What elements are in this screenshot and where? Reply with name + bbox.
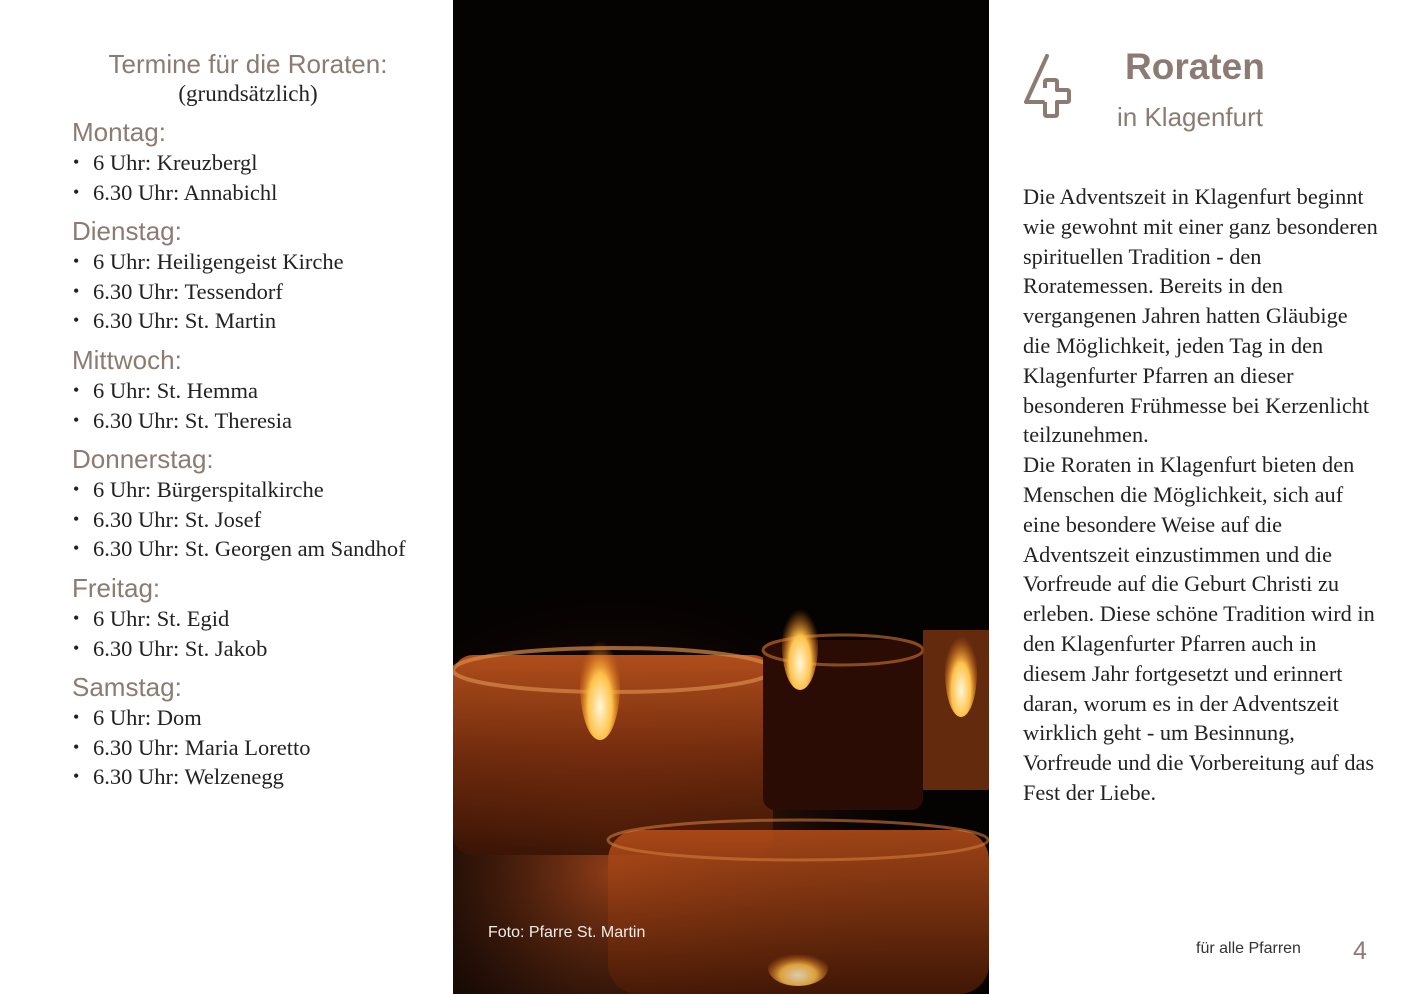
list-item xyxy=(72,634,432,664)
footer-label: für alle Pfarren xyxy=(1196,940,1301,957)
list-item xyxy=(72,604,432,634)
list-item xyxy=(72,178,432,208)
list-item-text: 6.30 Uhr: St. Georgen am Sandhof xyxy=(93,536,406,562)
list-item-text: 6.30 Uhr: Annabichl xyxy=(93,179,278,205)
day-list xyxy=(72,247,432,336)
bullet-icon: • xyxy=(73,736,80,757)
bullet-icon: • xyxy=(73,707,80,728)
article-paragraph: Die Adventszeit in Klagenfurt beginnt wie gewohnt mit einer ganz besonderen spirituellen Tradition - den Roratemessen. Bereits in den vergangenen Jahren hatten Gläubige die Möglichkeit, jeden Tag in den Klagenfurter Pfarren an dieser besonderen Frühmesse bei Kerzenlicht teilzunehmen. xyxy=(1023,184,1378,448)
day-heading: Freitag: xyxy=(72,572,161,603)
bullet-icon: • xyxy=(73,766,80,787)
bullet-icon: • xyxy=(73,637,80,658)
photo-credit: Foto: Pfarre St. Martin xyxy=(488,924,646,941)
list-item-text: 6 Uhr: St. Egid xyxy=(93,605,230,631)
list-item-text: 6.30 Uhr: St. Josef xyxy=(93,506,262,532)
list-item-text: 6.30 Uhr: Tessendorf xyxy=(93,278,283,304)
list-item-text: 6 Uhr: Kreuzbergl xyxy=(93,150,258,175)
schedule-subtitle: (grundsätzlich) xyxy=(178,81,318,106)
bullet-icon: • xyxy=(73,607,80,628)
list-item-text: 6.30 Uhr: St. Theresia xyxy=(93,407,292,433)
day-heading: Donnerstag: xyxy=(72,444,214,475)
page-number: 4 xyxy=(1353,937,1367,965)
day-list xyxy=(72,148,432,207)
candles-photo xyxy=(453,0,989,994)
list-item-text: 6.30 Uhr: Maria Loretto xyxy=(93,734,311,760)
day-heading: Samstag: xyxy=(72,672,182,703)
list-item xyxy=(72,762,432,792)
bullet-icon: • xyxy=(73,310,80,331)
article-body xyxy=(1023,182,1378,808)
schedule-days xyxy=(72,116,432,792)
list-item-text: 6.30 Uhr: St. Martin xyxy=(93,308,277,334)
list-item xyxy=(72,733,432,763)
list-item xyxy=(72,505,432,535)
list-item-text: 6 Uhr: Bürgerspitalkirche xyxy=(93,477,324,503)
bullet-icon: • xyxy=(73,251,80,272)
bullet-icon: • xyxy=(73,379,80,400)
bullet-icon: • xyxy=(73,479,80,500)
list-item xyxy=(72,534,432,564)
list-item xyxy=(72,406,432,436)
day-list xyxy=(72,475,432,564)
bullet-icon: • xyxy=(73,152,80,172)
bullet-icon: • xyxy=(73,181,80,202)
candles-illustration xyxy=(453,0,989,994)
bullet-icon: • xyxy=(73,538,80,559)
list-item-text: 6 Uhr: St. Hemma xyxy=(93,377,258,403)
list-item xyxy=(72,247,432,277)
day-heading: Mittwoch: xyxy=(72,344,182,375)
list-item-text: 6.30 Uhr: St. Jakob xyxy=(93,635,268,661)
day-heading: Dienstag: xyxy=(72,216,182,247)
day-heading: Montag: xyxy=(72,117,166,147)
list-item xyxy=(72,306,432,336)
bullet-icon: • xyxy=(73,508,80,529)
flame-1 xyxy=(580,630,620,740)
flame-2 xyxy=(782,600,818,690)
day-list xyxy=(72,703,432,792)
list-item-text: 6 Uhr: Heiligengeist Kirche xyxy=(93,249,344,275)
flame-3 xyxy=(945,627,977,717)
day-list xyxy=(72,604,432,663)
list-item xyxy=(72,277,432,307)
schedule-title: Termine für die Roraten: xyxy=(108,49,388,79)
article-paragraph: Die Roraten in Klagenfurt bieten den Menschen die Möglichkeit, sich auf eine besondere Weise auf die Adventszeit einzustimmen und die Vorfreude auf die Geburt Christi zu erleben. Diese schöne Tradition wird in den Klagenfurter Pfarren auch in diesem Jahr fortgesetzt und erinnert daran, worum es in der Adventszeit wirklich geht - um Besinnung, Vorfreude und die Vorbereitung auf das Fest der Liebe. xyxy=(1023,452,1375,805)
day-list xyxy=(72,376,432,435)
schedule-column xyxy=(72,48,432,792)
bullet-icon: • xyxy=(73,409,80,430)
list-item-text: 6.30 Uhr: Welzenegg xyxy=(93,764,284,790)
article-title: Roraten xyxy=(1125,46,1265,87)
bullet-icon: • xyxy=(73,280,80,301)
advent-4-cross-icon xyxy=(1023,52,1073,122)
article-subtitle: in Klagenfurt xyxy=(1117,102,1263,132)
list-item xyxy=(72,703,432,733)
list-item xyxy=(72,148,432,178)
flame-reflection xyxy=(768,950,828,986)
list-item xyxy=(72,376,432,406)
list-item xyxy=(72,475,432,505)
list-item-text: 6 Uhr: Dom xyxy=(93,705,202,731)
